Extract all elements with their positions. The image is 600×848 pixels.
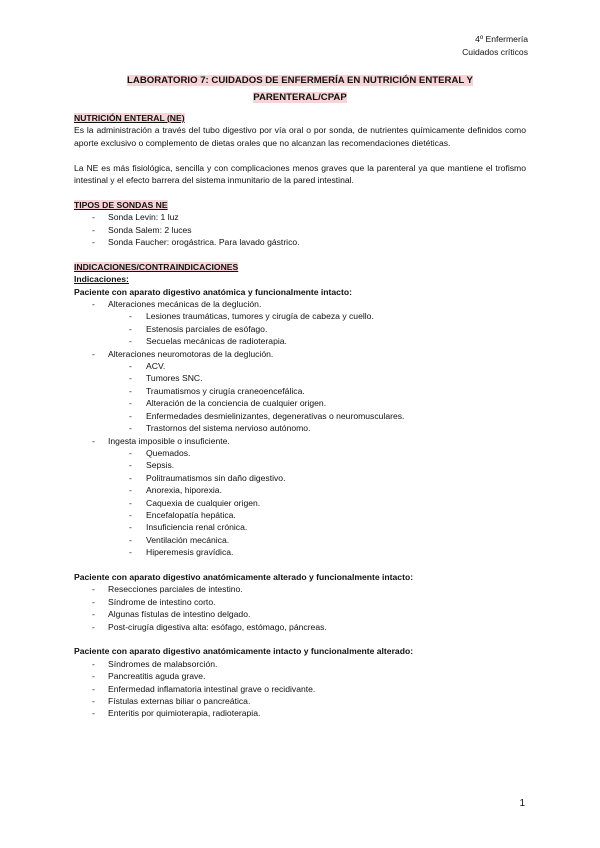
document-body xyxy=(74,112,526,720)
list-item: - Alteraciones mecánicas de la deglución. xyxy=(74,298,526,310)
list-item: - Encefalopatía hepática. xyxy=(74,509,526,521)
group-2-title: Paciente con aparato digestivo anatómicamente alterado y funcionalmente intacto: xyxy=(74,571,414,582)
page-header xyxy=(462,33,528,59)
list-item: - Sonda Faucher: orogástrica. Para lavado gástrico. xyxy=(74,236,526,248)
list-item: - Politraumatismos sin daño digestivo. xyxy=(74,472,526,484)
ne-description: La NE es más fisiológica, sencilla y con complicaciones menos graves que la parenteral ya que mantiene el trofismo intestinal y el efecto barrera del sistema inmunitario de la pared intestinal. xyxy=(74,162,526,186)
title-line-1: LABORATORIO 7: CUIDADOS DE ENFERMERÍA EN NUTRICIÓN ENTERAL Y xyxy=(127,75,473,86)
header-course: 4º Enfermería xyxy=(475,34,528,44)
list-item: - Tumores SNC. xyxy=(74,372,526,384)
header-subject: Cuidados críticos xyxy=(462,47,528,57)
list-item: - Insuficiencia renal crónica. xyxy=(74,521,526,533)
list-item: - Resecciones parciales de intestino. xyxy=(74,583,526,595)
list-item: - Ventilación mecánica. xyxy=(74,534,526,546)
list-item: - Trastornos del sistema nervioso autónomo. xyxy=(74,422,526,434)
group-3-list xyxy=(74,658,526,720)
group-1b-sublist xyxy=(74,360,526,434)
list-item: - Enfermedades desmielinizantes, degenerativas o neuromusculares. xyxy=(74,410,526,422)
list-item: - Sonda Salem: 2 luces xyxy=(74,224,526,236)
list-item: - Hiperemesis gravídica. xyxy=(74,546,526,558)
list-item: - Sepsis. xyxy=(74,459,526,471)
group-1-title: Paciente con aparato digestivo anatómica y funcionalmente intacto: xyxy=(74,286,352,297)
document-title xyxy=(74,72,526,106)
group-1a-sublist xyxy=(74,310,526,347)
list-item: - Fístulas externas biliar o pancreática. xyxy=(74,695,526,707)
group-3-title: Paciente con aparato digestivo anatómicamente intacto y funcionalmente alterado: xyxy=(74,646,414,657)
tipos-list xyxy=(74,211,526,248)
list-item: - Algunas fístulas de intestino delgado. xyxy=(74,608,526,620)
list-item: - Post-cirugía digestiva alta: esófago, estómago, páncreas. xyxy=(74,621,526,633)
page-number: 1 xyxy=(519,798,525,809)
list-item: - Enteritis por quimioterapia, radioterapia. xyxy=(74,707,526,719)
list-item: - Alteraciones neuromotoras de la deglución. xyxy=(74,348,526,360)
list-item: - Pancreatitis aguda grave. xyxy=(74,670,526,682)
group-1c-sublist xyxy=(74,447,526,559)
list-item: - Sonda Levin: 1 luz xyxy=(74,211,526,223)
list-item: - Enfermedad inflamatoria intestinal grave o recidivante. xyxy=(74,683,526,695)
list-item: - Caquexia de cualquier origen. xyxy=(74,497,526,509)
list-item: - Síndromes de malabsorción. xyxy=(74,658,526,670)
list-item: - Alteración de la conciencia de cualquier origen. xyxy=(74,397,526,409)
list-item: - Lesiones traumáticas, tumores y cirugía de cabeza y cuello. xyxy=(74,310,526,322)
list-item: - Secuelas mecánicas de radioterapia. xyxy=(74,335,526,347)
list-item: - Quemados. xyxy=(74,447,526,459)
list-item: - Traumatismos y cirugía craneoencefálica. xyxy=(74,385,526,397)
list-item: - Anorexia, hiporexia. xyxy=(74,484,526,496)
list-item: - Síndrome de intestino corto. xyxy=(74,596,526,608)
indicaciones-subheading: Indicaciones: xyxy=(74,274,129,285)
section-heading-ne: NUTRICIÓN ENTERAL (NE) xyxy=(74,113,185,123)
section-heading-indicaciones: INDICACIONES/CONTRAINDICACIONES xyxy=(74,261,239,272)
section-heading-tipos: TIPOS DE SONDAS NE xyxy=(74,199,168,210)
title-line-2: PARENTERAL/CPAP xyxy=(253,92,347,103)
list-item: - Estenosis parciales de esófago. xyxy=(74,323,526,335)
group-1-list xyxy=(74,298,526,310)
list-item: - Ingesta imposible o insuficiente. xyxy=(74,435,526,447)
ne-definition: Es la administración a través del tubo digestivo por vía oral o por sonda, de nutrientes químicamente definidos como aporte exclusivo o complemento de dietas orales que no alcanzan las recomendaciones dietéticas. xyxy=(74,125,526,148)
group-2-list xyxy=(74,583,526,633)
list-item: - ACV. xyxy=(74,360,526,372)
